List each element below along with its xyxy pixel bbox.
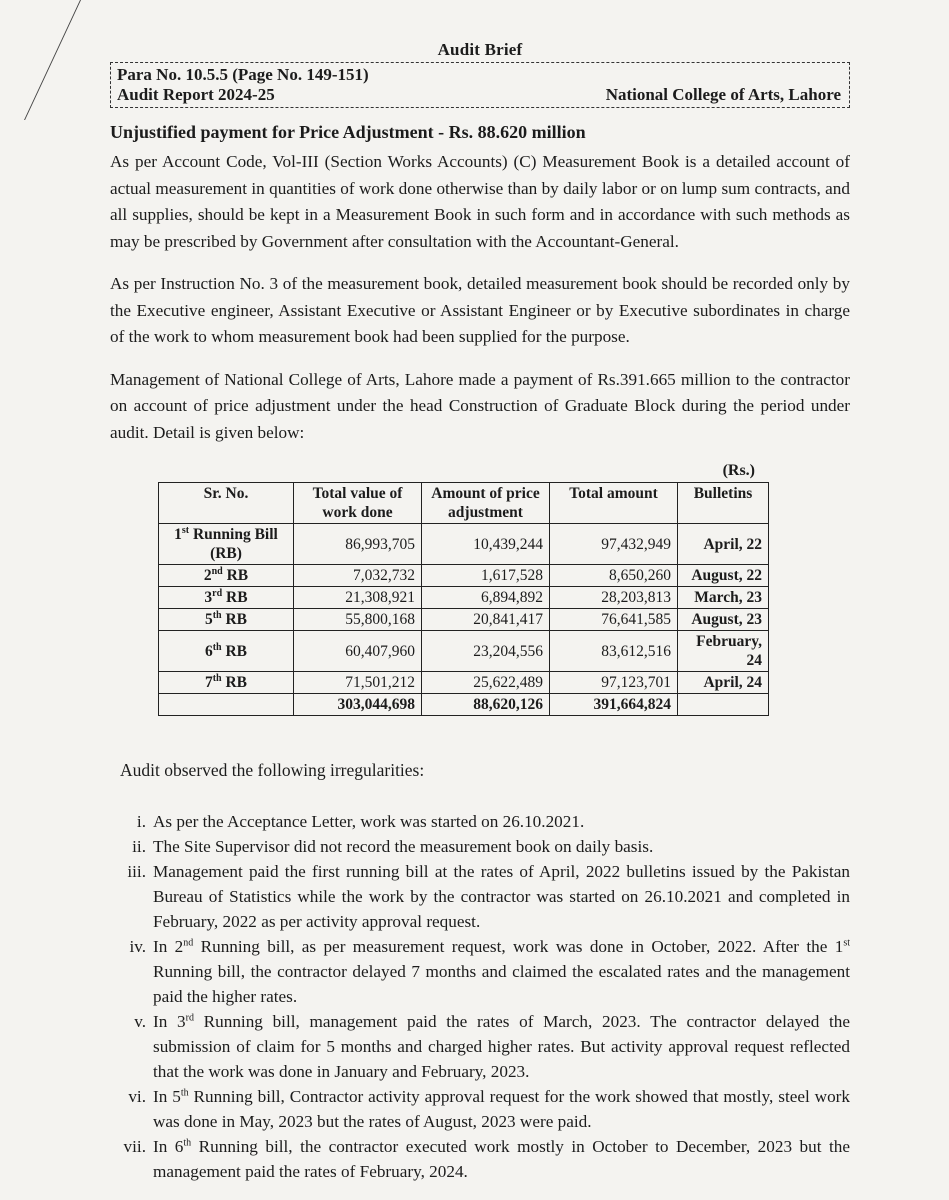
total-amount-sum: 391,664,824 (550, 694, 678, 716)
paragraph-instruction: As per Instruction No. 3 of the measurement book, detailed measurement book should be recorded only by the Executive engineer, Assistant Executive or Assistant Engineer or by Executive subordinates in charge of the work to whom measurement book had been supplied for the purpose. (110, 274, 850, 346)
table-row (159, 672, 769, 694)
total-cell: 76,641,585 (550, 609, 678, 631)
value-cell: 21,308,921 (294, 587, 422, 609)
bulletin-cell: March, 23 (678, 587, 769, 609)
table-row (159, 565, 769, 587)
total-cell: 97,432,949 (550, 524, 678, 565)
list-item: iii. Management paid the first running bill at the rates of April, 2022 bulletins issued by the Pakistan Bureau of Statistics while the work by the contractor was started on 26.10.2021 and completed in February, 2022 as per activity approval request. (127, 862, 850, 931)
document-page (110, 40, 850, 1184)
sr-cell: 2nd RB (159, 565, 294, 587)
list-item: v. In 3rd Running bill, management paid the rates of March, 2023. The contractor delayed the submission of claim for 5 months and charged higher rates. But activity approval request reflected that the work was done in January and February, 2023. (134, 1012, 850, 1081)
header-box (110, 62, 850, 108)
brief-title: Audit Brief (437, 40, 523, 59)
adjust-cell: 23,204,556 (422, 631, 550, 672)
total-cell: 8,650,260 (550, 565, 678, 587)
table-row (159, 524, 769, 565)
audit-report-year: Audit Report 2024-25 (117, 85, 275, 104)
total-adjust-sum: 88,620,126 (422, 694, 550, 716)
adjust-cell: 10,439,244 (422, 524, 550, 565)
list-item: i. As per the Acceptance Letter, work was started on 26.10.2021. (136, 812, 585, 831)
price-adjustment-table (158, 482, 769, 716)
irregularities-list (110, 809, 850, 1184)
adjust-cell: 6,894,892 (422, 587, 550, 609)
table-header-row (159, 483, 769, 524)
observed-heading: Audit observed the following irregularities: (120, 760, 425, 780)
para-number: Para No. 10.5.5 (Page No. 149-151) (117, 65, 369, 84)
list-item: iv. In 2nd Running bill, as per measurement request, work was done in October, 2022. After the 1st Running bill, the contractor delayed 7 months and claimed the escalated rates and the management paid the higher rates. (129, 937, 850, 1006)
paragraph-account-code: As per Account Code, Vol-III (Section Works Accounts) (C) Measurement Book is a detailed account of actual measurement in quantities of work done otherwise than by daily labor or on lump sum contracts, and all supplies, should be kept in a Measurement Book in such form and in accordance with such methods as may be prescribed by Government after consultation with the Accountant-General. (110, 152, 850, 251)
list-item: vi. In 5th Running bill, Contractor activity approval request for the work showed that mostly, steel work was done in May, 2023 but the rates of August, 2023 were paid. (128, 1087, 850, 1131)
paragraph-payment: Management of National College of Arts, Lahore made a payment of Rs.391.665 million to the contractor on account of price adjustment under the head Construction of Graduate Block during the period under audit. Detail is given below: (110, 369, 850, 442)
value-cell: 7,032,732 (294, 565, 422, 587)
total-value-sum: 303,044,698 (294, 694, 422, 716)
sr-cell: 6th RB (159, 631, 294, 672)
header-sr-no: Sr. No. (159, 483, 294, 524)
bulletin-cell: August, 23 (678, 609, 769, 631)
bulletin-cell: April, 22 (678, 524, 769, 565)
header-left (117, 65, 369, 105)
adjust-cell: 1,617,528 (422, 565, 550, 587)
value-cell: 55,800,168 (294, 609, 422, 631)
table-row (159, 609, 769, 631)
table-row (159, 587, 769, 609)
total-bulletin-cell (678, 694, 769, 716)
header-total-amount: Total amount (550, 483, 678, 524)
adjust-cell: 20,841,417 (422, 609, 550, 631)
total-cell: 83,612,516 (550, 631, 678, 672)
list-item: vii. In 6th Running bill, the contractor executed work mostly in October to December, 2023 but the management paid the rates of February, 2024. (123, 1137, 850, 1181)
sr-cell: 1st Running Bill (RB) (159, 524, 294, 565)
header-price-adjustment: Amount of price adjustment (422, 483, 550, 524)
bulletin-cell: August, 22 (678, 565, 769, 587)
total-sr-cell (159, 694, 294, 716)
bulletin-cell: February, 24 (678, 631, 769, 672)
total-cell: 97,123,701 (550, 672, 678, 694)
list-item: ii. The Site Supervisor did not record the measurement book on daily basis. (132, 837, 654, 856)
table-row (159, 631, 769, 672)
total-cell: 28,203,813 (550, 587, 678, 609)
adjust-cell: 25,622,489 (422, 672, 550, 694)
sr-cell: 7th RB (159, 672, 294, 694)
sr-cell: 5th RB (159, 609, 294, 631)
paper-fold-line (0, 0, 81, 120)
table-total-row (159, 694, 769, 716)
value-cell: 86,993,705 (294, 524, 422, 565)
value-cell: 71,501,212 (294, 672, 422, 694)
header-bulletins: Bulletins (678, 483, 769, 524)
subject-heading: Unjustified payment for Price Adjustment - Rs. 88.620 million (110, 122, 586, 142)
header-total-value: Total value of work done (294, 483, 422, 524)
institution-name: National College of Arts, Lahore (605, 85, 841, 104)
currency-unit: (Rs.) (722, 462, 755, 479)
value-cell: 60,407,960 (294, 631, 422, 672)
bulletin-cell: April, 24 (678, 672, 769, 694)
sr-cell: 3rd RB (159, 587, 294, 609)
